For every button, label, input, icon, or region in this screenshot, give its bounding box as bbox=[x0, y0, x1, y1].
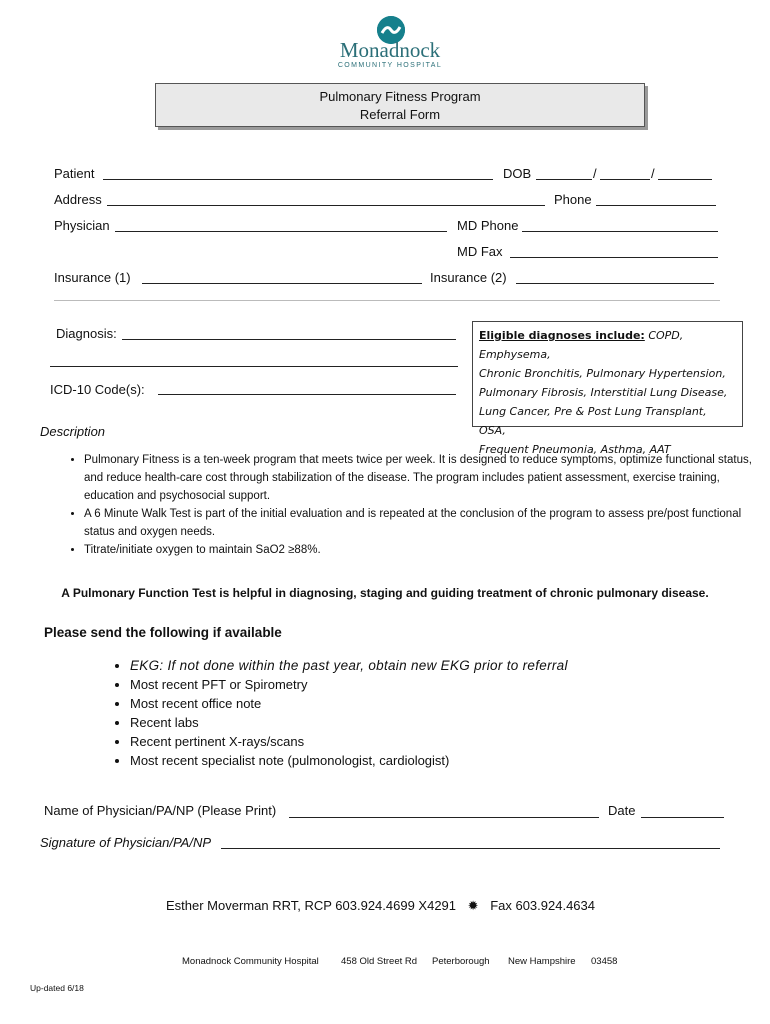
section-divider bbox=[54, 300, 720, 301]
send-item: • Recent pertinent X-rays/scans bbox=[130, 732, 568, 751]
description-item: • Titrate/initiate oxygen to maintain SaO2 ≥88%. bbox=[84, 541, 764, 559]
eligible-heading: Eligible diagnoses include: bbox=[479, 329, 645, 342]
form-title-box bbox=[155, 83, 645, 127]
contact-name: Esther Moverman RRT, RCP 603.924.4699 X4291 bbox=[166, 898, 457, 913]
address-state: New Hampshire bbox=[508, 956, 576, 967]
md-phone-label: MD Phone bbox=[457, 218, 519, 233]
dob-year-field[interactable] bbox=[658, 179, 712, 180]
form-subtitle: Referral Form bbox=[359, 107, 441, 122]
physician-field[interactable] bbox=[115, 231, 447, 232]
send-item: • Most recent office note bbox=[130, 694, 568, 713]
md-phone-field[interactable] bbox=[522, 231, 718, 232]
eligible-line: COPD, Emphysema, bbox=[479, 329, 684, 361]
dob-day-field[interactable] bbox=[600, 179, 650, 180]
diagnosis-label: Diagnosis: bbox=[56, 326, 117, 341]
icd-field[interactable] bbox=[158, 394, 456, 395]
eligible-line: Lung Cancer, Pre & Post Lung Transplant, OSA, bbox=[479, 405, 707, 437]
send-item: • Recent labs bbox=[130, 713, 568, 732]
signature-label: Signature of Physician/PA/NP bbox=[40, 835, 212, 850]
address-hospital: Monadnock Community Hospital bbox=[182, 956, 319, 967]
address-zip: 03458 bbox=[591, 956, 618, 967]
eligible-diagnoses-box bbox=[472, 321, 743, 456]
send-item-ekg: • EKG: If not done within the past year, obtain new EKG prior to referral bbox=[130, 656, 568, 675]
address-street: 458 Old Street Rd bbox=[341, 956, 418, 967]
hospital-logo-subtitle: COMMUNITY HOSPITAL bbox=[337, 62, 443, 69]
hospital-logo-name: Monadnock bbox=[339, 38, 441, 62]
md-fax-field[interactable] bbox=[510, 257, 718, 258]
address-field[interactable] bbox=[107, 205, 545, 206]
insurance1-label: Insurance (1) bbox=[54, 270, 131, 285]
date-label: Date bbox=[608, 803, 636, 818]
send-heading: Please send the following if available bbox=[44, 625, 282, 640]
description-item: • A 6 Minute Walk Test is part of the initial evaluation and is repeated at the conclusion of the program to assess pre/post functional status and oxygen needs. bbox=[84, 505, 764, 541]
updated-note: Up-dated 6/18 bbox=[30, 983, 84, 993]
patient-label: Patient bbox=[54, 166, 95, 181]
description-item: • Pulmonary Fitness is a ten-week program that meets twice per week. It is designed to reduce symptoms, optimize functional status, and reduce health-care cost through stabilization of the disease. The program includes patient assessment, exercise training, education and psychosocial support. bbox=[84, 451, 764, 505]
address-city: Peterborough bbox=[432, 956, 490, 967]
icd-label: ICD-10 Code(s): bbox=[50, 382, 145, 397]
physician-name-field[interactable] bbox=[289, 817, 599, 818]
patient-field[interactable] bbox=[103, 179, 493, 180]
eligible-line: Frequent Pneumonia, Asthma, AAT bbox=[479, 443, 671, 456]
phone-label: Phone bbox=[554, 192, 592, 207]
description-list bbox=[54, 451, 764, 559]
physician-name-label: Name of Physician/PA/NP (Please Print) bbox=[44, 803, 277, 818]
contact-line bbox=[166, 898, 595, 914]
dob-slash: / bbox=[593, 166, 597, 181]
date-field[interactable] bbox=[641, 817, 724, 818]
insurance1-field[interactable] bbox=[142, 283, 422, 284]
insurance2-field[interactable] bbox=[516, 283, 714, 284]
insurance2-label: Insurance (2) bbox=[430, 270, 507, 285]
physician-label: Physician bbox=[54, 218, 110, 233]
separator-icon: ✹ bbox=[467, 898, 479, 913]
phone-field[interactable] bbox=[596, 205, 716, 206]
dob-slash: / bbox=[651, 166, 655, 181]
dob-month-field[interactable] bbox=[536, 179, 592, 180]
signature-field[interactable] bbox=[221, 848, 720, 849]
eligible-line: Pulmonary Fibrosis, Interstitial Lung Disease, bbox=[479, 386, 728, 399]
send-item: • Most recent specialist note (pulmonologist, cardiologist) bbox=[130, 751, 568, 770]
md-fax-label: MD Fax bbox=[457, 244, 503, 259]
address-label: Address bbox=[54, 192, 102, 207]
contact-fax: Fax 603.924.4634 bbox=[490, 898, 595, 913]
dob-label: DOB bbox=[503, 166, 532, 181]
send-list bbox=[100, 656, 568, 770]
form-title: Pulmonary Fitness Program bbox=[319, 89, 481, 104]
pft-note: A Pulmonary Function Test is helpful in diagnosing, staging and guiding treatment of chronic pulmonary disease. bbox=[61, 586, 709, 600]
diagnosis-field-line2[interactable] bbox=[50, 366, 458, 367]
send-item: • Most recent PFT or Spirometry bbox=[130, 675, 568, 694]
description-heading: Description bbox=[40, 424, 106, 439]
diagnosis-field[interactable] bbox=[122, 339, 456, 340]
eligible-line: Chronic Bronchitis, Pulmonary Hypertension, bbox=[479, 367, 726, 380]
